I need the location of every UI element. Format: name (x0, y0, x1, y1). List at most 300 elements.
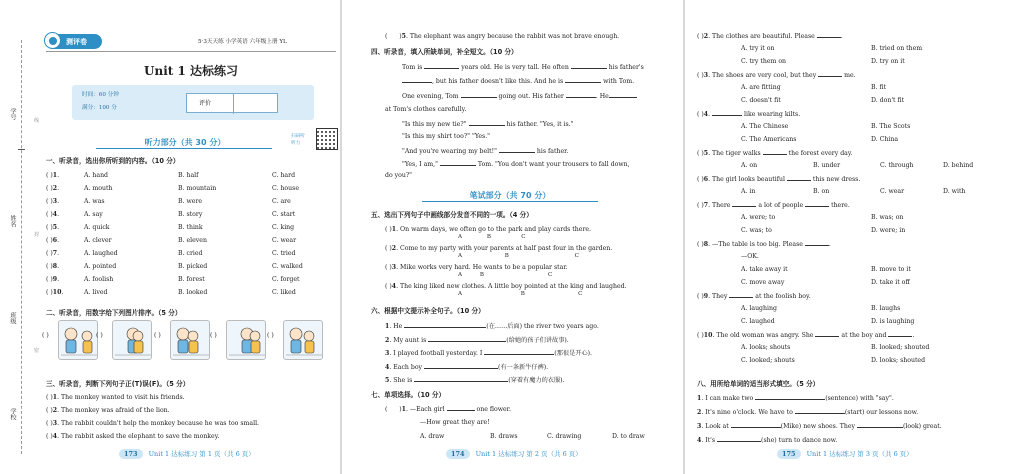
page-3 (685, 0, 1024, 474)
footer-text: Unit 1 达标练习 第 1 页（共 6 页） (148, 450, 255, 458)
item-number: 1 (385, 323, 390, 330)
q-text-end: a lot of people (756, 202, 806, 209)
s7-q1-reply: —How great they are! (420, 419, 490, 426)
blank[interactable] (566, 92, 596, 98)
text-part: , but his father doesn't like this. And he is (432, 78, 566, 85)
option-a: A. The Chinese (741, 123, 789, 130)
blank[interactable] (484, 349, 554, 355)
mc-question: ( )9. They at the foolish boy. (697, 293, 811, 300)
q-text-end: like wearing kilts. (742, 111, 801, 118)
hint-part: (在……后面) the river two years ago. (486, 323, 599, 330)
section-5-title: 五、选出下列句子中画线部分发音不同的一项。（4 分） (371, 211, 533, 219)
abc-markers: A B C (458, 272, 553, 278)
q-text: The old woman was angry. She (716, 332, 816, 339)
item-number: 10 (52, 289, 62, 296)
tf-row: ( )4. The rabbit asked the elephant to save the monkey. (46, 433, 220, 440)
abc-markers: A B C (458, 291, 583, 297)
option-c: C. hard (272, 172, 296, 179)
item-number: 3 (52, 420, 58, 427)
option-a: A. were; to (741, 214, 776, 221)
fill-row: 3. Look at (Mike) new shoes. They (look) great. (697, 423, 942, 430)
picture-1 (58, 320, 98, 360)
blank[interactable] (428, 336, 506, 342)
q-text-end-2: . (912, 332, 915, 339)
option-c: C. move away (741, 279, 785, 286)
answer-bracket[interactable]: ( ) (46, 394, 53, 401)
option-d: D. try on it (871, 58, 905, 65)
option-c: C. forget (272, 276, 300, 283)
fill-row: 1. I can make two (sentence) with "say". (697, 395, 894, 402)
answer-bracket[interactable]: ( ) (46, 289, 53, 296)
choice-row: ( )1. (46, 172, 60, 179)
mc-question: ( )5. The tiger walks the forest every day. (697, 150, 853, 157)
blank[interactable] (404, 322, 486, 328)
mc-question: ( )10. The old woman was angry. She at the boy and . (697, 332, 915, 339)
answer-bracket[interactable]: ( ) (697, 72, 704, 79)
blank[interactable] (402, 77, 432, 83)
seal-mark-1: 线 (34, 118, 40, 124)
footer-page-1 (119, 449, 255, 459)
fill-row: 2. My aunt is (给她的孩子们讲故事). (385, 336, 569, 344)
option-d: D. looks; shouted (871, 357, 926, 364)
hint-part: (start) our lessons now. (844, 409, 919, 416)
footer-text: Unit 1 达标练习 第 3 页（共 6 页） (806, 450, 913, 458)
grade-label: 评价 (199, 100, 212, 107)
q-text: The tiger walks (712, 150, 763, 157)
passage-line (402, 92, 637, 100)
q-text: —The table is too big. Please (712, 241, 805, 248)
answer-bracket[interactable]: ( ) (385, 264, 392, 271)
mc-question: ( )4. like wearing kilts. (697, 111, 801, 118)
grade-box (186, 93, 278, 113)
option-c: C. drawing (547, 433, 582, 440)
mc-question: ( )3. The shoes are very cool, but they me. (697, 72, 856, 79)
text-part: at Tom's clothes carefully. (385, 106, 467, 113)
text-part: his father. "Yes, it is." (504, 121, 574, 128)
blank[interactable] (717, 436, 761, 442)
blank[interactable] (731, 422, 781, 428)
page-number: 175 (777, 449, 801, 459)
item-number: 3 (703, 72, 709, 79)
option-c: C. wear (272, 237, 297, 244)
answer-bracket[interactable]: ( ) (385, 283, 392, 290)
option-b: B. were (178, 198, 203, 205)
item-number: 2 (703, 33, 709, 40)
blank[interactable] (818, 71, 842, 77)
option-c: C. try them on (741, 58, 787, 65)
item-number: 1 (697, 395, 702, 402)
blank[interactable] (609, 92, 637, 98)
choice-row: ( )2. (46, 185, 60, 192)
choice-row: ( )5. (46, 224, 60, 231)
school-label: 学校 (9, 408, 16, 421)
option-c: C. laughed (741, 318, 775, 325)
option-c: C. tried (272, 250, 296, 257)
option-b: B. story (178, 211, 203, 218)
blank[interactable] (712, 110, 742, 116)
blank[interactable] (469, 120, 505, 126)
page-title: Unit 1 达标练习 (144, 64, 238, 78)
blank[interactable] (565, 77, 601, 83)
option-a: A. foolish (84, 276, 114, 283)
series-label: 5·3天天练 小学英语 六年级上册 YL (198, 39, 287, 45)
item-number: 9 (703, 293, 709, 300)
option-c: C. house (272, 185, 299, 192)
text-part: years old. He is very tall. He often (459, 64, 571, 71)
q-text-end: this new dress. (810, 176, 861, 183)
section-1-title: 一、听录音，选出你所听到的内容。（10 分） (46, 157, 180, 165)
choice-row: ( )4. (46, 211, 60, 218)
abc-markers: A B C (458, 234, 526, 240)
option-a: A. was (84, 198, 105, 205)
answer-bracket[interactable]: ( ) (46, 237, 53, 244)
item-number: 3 (385, 350, 390, 357)
pron-row: ( )3. Mike works very hard. He wants to be a popular star. (385, 264, 568, 271)
item-number: 3 (697, 423, 702, 430)
blank[interactable] (571, 63, 607, 69)
option-c: C. are (272, 198, 291, 205)
option-a: A. mouth (84, 185, 113, 192)
option-c: C. doesn't fit (741, 97, 781, 104)
choice-row: ( )10. (46, 289, 64, 296)
blank[interactable] (805, 240, 829, 246)
page-1 (0, 0, 340, 474)
passage-line (385, 106, 466, 113)
option-d: D. take it off (871, 279, 910, 286)
answer-bracket[interactable]: ( ) (46, 433, 53, 440)
option-c: C. king (272, 224, 295, 231)
answer-bracket[interactable]: ( ) (697, 176, 704, 183)
mc-question: ( )6. The girl looks beautiful this new dress. (697, 176, 861, 183)
option-b: B. forest (178, 276, 205, 283)
answer-bracket[interactable]: ( ) (697, 293, 704, 300)
text-part: She is (393, 377, 415, 384)
item-number: 6 (52, 237, 58, 244)
picture-4 (226, 320, 266, 360)
item-number: 2 (697, 409, 702, 416)
blank[interactable] (499, 147, 535, 153)
text-part: Look at (705, 423, 731, 430)
item-text: The king liked new clothes. A little boy pointed at the king and laughed. (400, 283, 627, 290)
answer-bracket[interactable]: ( ) (46, 185, 53, 192)
order-bracket[interactable]: ( ) (96, 332, 103, 339)
q-text-end: the forest every day. (786, 150, 853, 157)
fill-row: 1. He (在……后面) the river two years ago. (385, 323, 599, 330)
order-bracket[interactable]: ( ) (210, 332, 217, 339)
blank[interactable] (414, 376, 508, 382)
passage-line (402, 147, 568, 155)
q-text: —Each girl (409, 406, 447, 413)
q-text: The shoes are very cool, but they (712, 72, 819, 79)
option-b: B. looked; shouted (871, 344, 930, 351)
fill-row: 5. She is (穿着有魔力的衣服). (385, 377, 565, 384)
s7-q1: ( )1. —Each girl one flower. (385, 406, 511, 413)
test-badge (46, 34, 102, 49)
q-text: The girl looks beautiful (712, 176, 787, 183)
option-d: D. to draw (612, 433, 645, 440)
option-a: A. are fitting (741, 84, 781, 91)
item-number: 8 (703, 241, 709, 248)
fill-row: 2. It's nine o'clock. We have to (start) our lessons now. (697, 409, 919, 416)
text-part: One evening, Tom (402, 93, 461, 100)
answer-bracket[interactable]: ( ) (46, 263, 53, 270)
page-number: 173 (119, 449, 143, 459)
option-d: D. China (871, 136, 899, 143)
item-number: 4 (391, 283, 397, 290)
qr-caption: 扫码听听力 (291, 134, 305, 146)
q-number: 1 (401, 406, 406, 413)
order-bracket[interactable]: ( ) (154, 332, 161, 339)
q-text-end-2: there. (829, 202, 850, 209)
option-b: B. think (178, 224, 203, 231)
option-a: A. try it on (741, 45, 775, 52)
student-id-label: 学号 (9, 108, 16, 121)
option-a: A. say (84, 211, 103, 218)
item-number: 1 (52, 394, 58, 401)
blank[interactable] (424, 63, 459, 69)
item-number: 2 (52, 185, 58, 192)
blank[interactable] (755, 394, 825, 400)
page-number: 174 (446, 449, 470, 459)
text-part: Each boy (393, 363, 425, 371)
mc-reply: —OK. (741, 253, 759, 260)
tf-row: ( )1. The monkey wanted to visit his friends. (46, 394, 185, 401)
text-part: He (393, 323, 405, 330)
item-number: 2 (391, 245, 397, 252)
blank[interactable] (424, 363, 498, 369)
passage-line (402, 133, 490, 140)
item-number: 5 (401, 33, 406, 40)
option-b: B. half (178, 172, 199, 179)
choice-row: ( )7. (46, 250, 60, 257)
text-part: his father's (606, 64, 644, 71)
text-part: "Is this my shirt too?" "Yes." (402, 133, 491, 140)
option-b: B. draws (490, 433, 518, 440)
item-number: 4 (703, 111, 709, 118)
text-part: It's (705, 437, 718, 444)
item-number: 4 (52, 433, 58, 440)
class-label: 班级 (9, 312, 16, 325)
hint-part: (Mike) new shoes. They (780, 423, 857, 430)
text-part: My aunt is (393, 336, 429, 344)
section-3-title: 三、听录音，判断下列句子正(T)误(F)。（5 分） (46, 380, 190, 388)
choice-row: ( )3. (46, 198, 60, 205)
pron-row: ( )1. On warm days, we often go to the park and play cards there. (385, 226, 592, 233)
passage-line (385, 172, 412, 179)
option-b: B. fit (871, 84, 887, 91)
option-b: B. tried on them (871, 45, 923, 52)
passage-line (402, 63, 644, 71)
binding-margin (0, 0, 40, 474)
text-part: Tom is (402, 64, 425, 71)
item-number: 6 (703, 176, 709, 183)
option-c: C. wear (880, 188, 905, 195)
item-number: 10 (703, 332, 713, 339)
pron-row: ( )4. The king liked new clothes. A little boy pointed at the king and laughed. (385, 283, 627, 290)
blank[interactable] (732, 201, 756, 207)
q-text-end: at the boy and (839, 332, 889, 339)
option-a: A. clever (84, 237, 112, 244)
footer-text: Unit 1 达标练习 第 2 页（共 6 页） (475, 450, 582, 458)
answer-bracket[interactable]: ( ) (697, 111, 704, 118)
option-a: A. on (741, 162, 758, 169)
option-a: A. laughed (84, 250, 118, 257)
answer-bracket[interactable]: ( ) (385, 245, 392, 252)
item-text: The monkey wanted to visit his friends. (61, 394, 185, 401)
blank[interactable] (787, 175, 811, 181)
hint-part: (she) turn to dance now. (761, 437, 838, 444)
mc-question: ( )2. The clothes are beautiful. Please . (697, 33, 843, 40)
choice-row: ( )6. (46, 237, 60, 244)
q-text: The clothes are beautiful. Please (712, 33, 817, 40)
name-label: 姓名 (9, 215, 16, 228)
item-number: 5 (703, 150, 709, 157)
fill-row: 3. I played football yesterday. I (那很是开心). (385, 350, 593, 357)
blank[interactable] (857, 422, 903, 428)
text-part: "Is this my new tie?" (402, 121, 469, 128)
score-label: 满分：100 分 (82, 105, 117, 111)
item-number: 2 (52, 407, 58, 414)
answer-bracket[interactable]: ( ) (697, 202, 704, 209)
option-b: B. under (813, 162, 841, 169)
blank[interactable] (729, 292, 753, 298)
item-text: On warm days, we often go to the park and play cards there. (400, 226, 592, 233)
item-number: 5 (385, 377, 390, 384)
section-7-title: 七、单项选择。（10 分） (371, 391, 446, 399)
option-c: C. looked; shouts (741, 357, 795, 364)
item-number: 8 (52, 263, 58, 270)
answer-bracket[interactable]: ( ) (46, 420, 53, 427)
hint-part: (穿着有魔力的衣服). (508, 377, 565, 384)
written-header: 笔试部分（共 70 分） (469, 191, 551, 200)
text-part: going out. His father (496, 93, 566, 100)
blank[interactable] (447, 405, 475, 411)
option-c: C. start (272, 211, 296, 218)
text-part: Tom. "You don't want your trousers to fall down, (475, 161, 630, 168)
item-number: 7 (52, 250, 58, 257)
option-c: C. was; to (741, 227, 772, 234)
item-number: 4 (697, 437, 702, 444)
q-text: There (712, 202, 733, 209)
option-b: B. eleven (178, 237, 207, 244)
option-a: A. lived (84, 289, 108, 296)
q-text-end: at the foolish boy. (753, 293, 811, 300)
option-d: D. were; in (871, 227, 906, 234)
blank[interactable] (817, 32, 841, 38)
item-number: 4 (52, 211, 58, 218)
option-d: D. don't fit (871, 97, 905, 104)
option-a: A. laughing (741, 305, 777, 312)
text-part: his father. (534, 148, 569, 155)
blank[interactable] (795, 408, 845, 414)
answer-bracket[interactable]: ( ) (697, 241, 704, 248)
option-a: A. take away it (741, 266, 788, 273)
option-c: C. liked (272, 289, 296, 296)
fill-row: 4. Each boy (有一条新牛仔裤). (385, 363, 549, 371)
item-text: The monkey was afraid of the lion. (61, 407, 170, 414)
answer-bracket[interactable]: ( ) (46, 407, 53, 414)
item-5: ( )5. The elephant was angry because the rabbit was not brave enough. (385, 33, 620, 40)
answer-bracket[interactable]: ( ) (46, 224, 53, 231)
answer-bracket[interactable]: ( ) (697, 150, 704, 157)
option-b: B. mountain (178, 185, 217, 192)
answer-bracket[interactable]: ( ) (46, 276, 53, 283)
item-number: 3 (52, 198, 58, 205)
text-part: I played football yesterday. I (393, 350, 485, 357)
q-text-end: me. (842, 72, 856, 79)
option-a: A. quick (84, 224, 110, 231)
text-part: do you?" (385, 172, 413, 179)
option-b: B. move to it (871, 266, 911, 273)
picture-5 (283, 320, 323, 360)
answer-bracket[interactable]: ( ) (46, 172, 53, 179)
option-a: A. pointed (84, 263, 117, 270)
blank[interactable] (461, 92, 497, 98)
hint-part: (给她的孩子们讲故事). (506, 336, 569, 344)
blank[interactable] (805, 201, 829, 207)
answer-bracket[interactable]: ( ) (385, 226, 392, 233)
order-bracket[interactable]: ( ) (267, 332, 274, 339)
text-part: It's nine o'clock. We have to (705, 409, 795, 416)
option-b: B. on (813, 188, 830, 195)
blank[interactable] (763, 149, 787, 155)
blank[interactable] (888, 331, 915, 339)
option-a: A. looks; shouts (741, 344, 791, 351)
option-d: D. with (943, 188, 966, 195)
answer-bracket[interactable]: ( ) (46, 250, 53, 257)
order-bracket[interactable]: ( ) (42, 332, 49, 339)
picture-3 (170, 320, 210, 360)
mc-question: ( )8. —The table is too big. Please . (697, 241, 831, 248)
option-b: B. cried (178, 250, 203, 257)
item-number: 4 (385, 363, 390, 371)
tf-row: ( )2. The monkey was afraid of the lion. (46, 407, 170, 414)
time-label: 时间：60 分钟 (82, 92, 119, 98)
item-number: 2 (385, 336, 390, 344)
item-text: Mike works very hard. He wants to be a popular star. (400, 264, 568, 271)
item-number: 1 (52, 172, 58, 179)
passage-line (402, 120, 574, 128)
option-a: A. hand (84, 172, 109, 179)
item-number: 9 (52, 276, 58, 283)
option-b: B. was; on (871, 214, 904, 221)
footer-page-3 (777, 449, 913, 459)
seal-mark-2: 封 (34, 232, 40, 238)
qr-code[interactable] (316, 128, 338, 150)
answer-bracket[interactable]: ( ) (697, 33, 704, 40)
badge-label: 测评卷 (66, 38, 87, 46)
q-text-end: one flower. (474, 406, 511, 413)
section-8-title: 八、用所给单词的适当形式填空。（5 分） (697, 380, 820, 388)
section-6-title: 六、根据中文提示补全句子。（10 分） (371, 307, 485, 315)
page-2 (342, 0, 683, 474)
text-part: "Yes, I am," (402, 161, 440, 168)
info-box (72, 85, 314, 120)
answer-bracket[interactable]: ( ) (46, 198, 53, 205)
option-d: D. behind (943, 162, 974, 169)
abc-markers: A B C (458, 253, 579, 259)
answer-bracket[interactable]: ( ) (697, 332, 704, 339)
item-text: The rabbit asked the elephant to save the monkey. (61, 433, 220, 440)
answer-bracket[interactable]: ( ) (46, 211, 53, 218)
footer-page-2 (446, 449, 582, 459)
blank[interactable] (815, 331, 839, 337)
q-text-end: . (828, 241, 831, 248)
hint-part-2: (look) great. (903, 423, 942, 430)
blank[interactable] (440, 160, 476, 166)
option-c: C. walked (272, 263, 303, 270)
tf-row: ( )3. The rabbit couldn't help the monkey because he was too small. (46, 420, 260, 427)
